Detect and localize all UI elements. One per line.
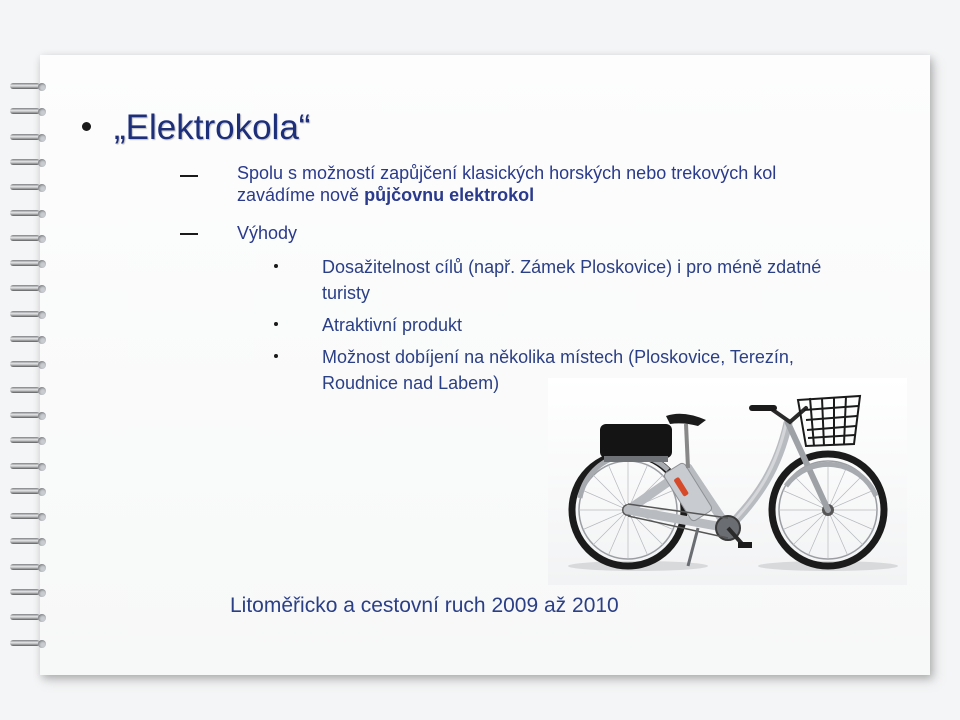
spiral-ring-icon: [8, 80, 48, 96]
e-bike-illustration: [548, 378, 907, 585]
spiral-ring-icon: [8, 207, 48, 223]
item-advantages: Výhody: [237, 223, 298, 243]
spiral-ring-icon: [8, 460, 48, 476]
spiral-ring-icon: [8, 333, 48, 349]
sub-reachability-line1: Dosažitelnost cílů (např. Zámek Ploskovice) i pro méně zdatné: [322, 257, 822, 277]
spiral-ring-icon: [8, 561, 48, 577]
spiral-ring-icon: [8, 637, 48, 653]
spiral-ring-icon: [8, 611, 48, 627]
sub-reachability: [322, 254, 922, 306]
spiral-ring-icon: [8, 358, 48, 374]
sub-attractive: Atraktivní produkt: [322, 315, 463, 335]
footer-text: Litoměřicko a cestovní ruch 2009 až 2010: [230, 594, 619, 617]
dot-bullet-icon: [274, 354, 278, 358]
dot-bullet-icon: [274, 322, 278, 326]
spiral-ring-icon: [8, 131, 48, 147]
bullet-icon: [82, 122, 91, 131]
spiral-ring-icon: [8, 308, 48, 324]
spiral-ring-icon: [8, 232, 48, 248]
dot-bullet-icon: [274, 264, 278, 268]
slide-title: „Elektrokola“: [114, 108, 311, 147]
spiral-ring-icon: [8, 181, 48, 197]
spiral-ring-icon: [8, 105, 48, 121]
spiral-ring-icon: [8, 535, 48, 551]
item-rental-text: [237, 162, 917, 206]
spiral-ring-icon: [8, 409, 48, 425]
e-bike-photo: [548, 378, 907, 585]
spiral-ring-icon: [8, 485, 48, 501]
spiral-ring-icon: [8, 156, 48, 172]
item-rental-bold: půjčovnu elektrokol: [364, 185, 535, 205]
sub-reachability-line2: turisty: [322, 283, 371, 303]
spiral-ring-icon: [8, 282, 48, 298]
spiral-binding: [8, 80, 58, 660]
dash-bullet-icon: [180, 233, 198, 235]
sub-charging-line2: Roudnice nad Labem): [322, 373, 500, 393]
spiral-ring-icon: [8, 384, 48, 400]
item-rental-line2: zavádíme nově: [237, 185, 365, 205]
sub-charging-line1: Možnost dobíjení na několika místech (Ploskovice, Terezín,: [322, 347, 794, 367]
spiral-ring-icon: [8, 586, 48, 602]
spiral-ring-icon: [8, 434, 48, 450]
spiral-ring-icon: [8, 510, 48, 526]
spiral-ring-icon: [8, 257, 48, 273]
dash-bullet-icon: [180, 175, 198, 177]
item-rental-line1: Spolu s možností zapůjčení klasických horských nebo trekových kol: [237, 163, 777, 183]
